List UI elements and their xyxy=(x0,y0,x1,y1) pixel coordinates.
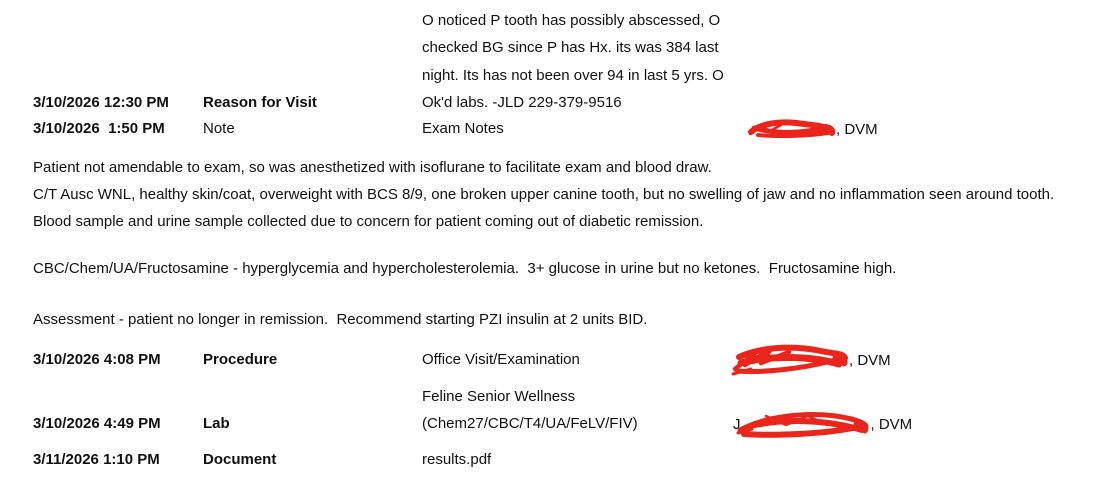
provider-suffix: , DVM xyxy=(870,415,913,433)
redaction-scribble-icon xyxy=(748,118,836,140)
provider-initial: J xyxy=(733,415,741,433)
reason-description-line: O noticed P tooth has possibly abscessed, O xyxy=(422,12,721,29)
entry-date: 3/11/2026 1:10 PM xyxy=(33,451,160,468)
exam-note-line: Blood sample and urine sample collected due to concern for patient coming out of diabetic remission. xyxy=(33,213,704,230)
reason-description-line: night. Its has not been over 94 in last 5 yrs. O xyxy=(422,67,724,84)
entry-type: Reason for Visit xyxy=(203,94,317,111)
entry-description-line: (Chem27/CBC/T4/UA/FeLV/FIV) xyxy=(422,415,638,432)
document-link[interactable]: results.pdf xyxy=(422,451,492,468)
provider-suffix: , DVM xyxy=(849,351,891,369)
exam-note-line: Patient not amendable to exam, so was anesthetized with isoflurane to facilitate exam and blood draw. xyxy=(33,159,712,176)
lab-summary-text: CBC/Chem/UA/Fructosamine - hyperglycemia and hypercholesterolemia. 3+ glucose in urine but no ketones. Fructosamine high. xyxy=(33,260,897,277)
entry-date: 3/10/2026 4:49 PM xyxy=(33,415,161,432)
assessment-text: Assessment - patient no longer in remission. Recommend starting PZI insulin at 2 units BID. xyxy=(33,311,648,328)
redaction-scribble-icon xyxy=(736,410,871,438)
entry-date: 3/10/2026 12:30 PM xyxy=(33,94,169,111)
entry-description: Exam Notes xyxy=(422,120,504,137)
entry-type: Lab xyxy=(203,415,230,432)
redaction-scribble-icon xyxy=(731,343,849,377)
entry-type: Note xyxy=(203,120,235,137)
entry-date: 3/10/2026 1:50 PM xyxy=(33,120,165,137)
provider-suffix: , DVM xyxy=(836,120,878,138)
entry-type: Procedure xyxy=(203,351,278,368)
provider-signature xyxy=(731,346,891,374)
reason-description-line: Ok'd labs. -JLD 229-379-9516 xyxy=(422,94,622,111)
reason-description-line: checked BG since P has Hx. its was 384 last xyxy=(422,39,719,56)
entry-date: 3/10/2026 4:08 PM xyxy=(33,351,161,368)
entry-description-line: Feline Senior Wellness xyxy=(422,388,576,405)
exam-note-line: C/T Ausc WNL, healthy skin/coat, overweight with BCS 8/9, one broken upper canine tooth, but no swelling of jaw and no inflammation seen around tooth. xyxy=(33,186,1055,203)
provider-signature xyxy=(748,115,878,143)
provider-signature xyxy=(733,410,912,438)
entry-type: Document xyxy=(203,451,277,468)
entry-description: Office Visit/Examination xyxy=(422,351,580,368)
